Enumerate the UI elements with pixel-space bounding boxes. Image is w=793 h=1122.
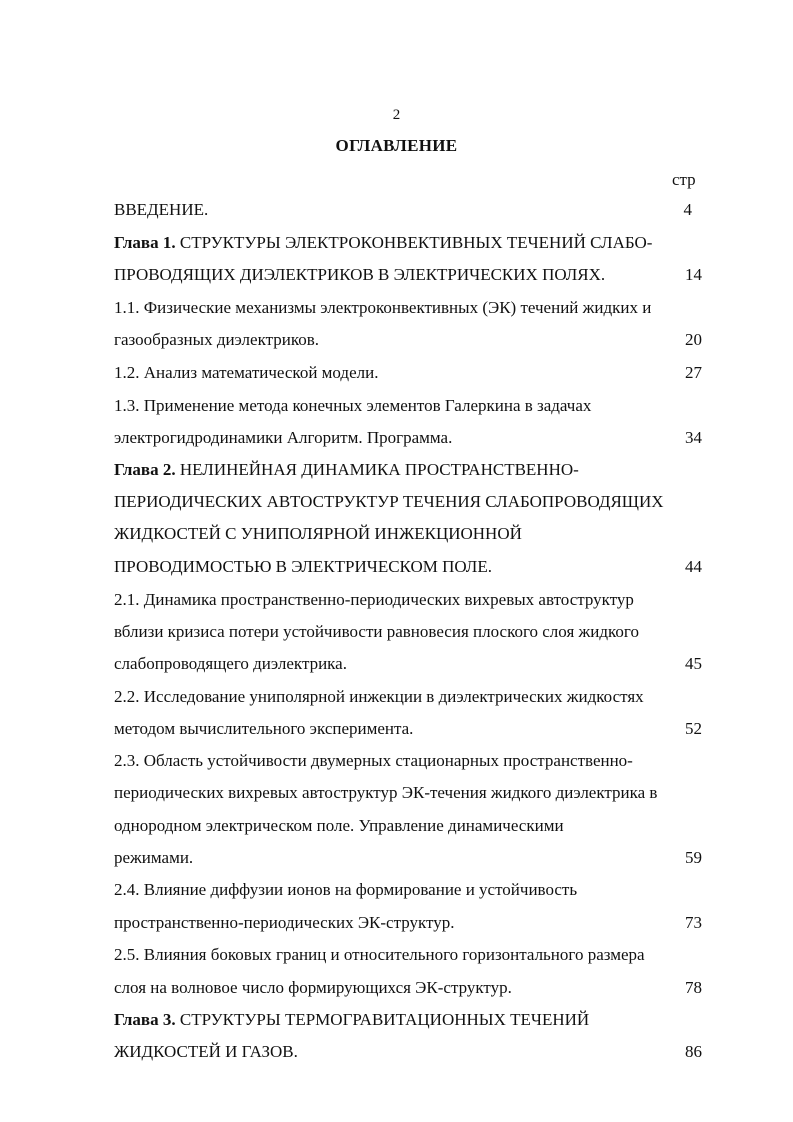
toc-entry-1-1 [114, 297, 704, 319]
toc-entry-1-3 [114, 395, 704, 417]
toc-entry-2-2-cont [114, 718, 704, 740]
entry-page: 27 [685, 363, 702, 382]
entry-text: 2.3. Область устойчивости двумерных стационарных пространственно- [114, 751, 633, 770]
entry-text: 2.5. Влияния боковых границ и относительного горизонтального размера [114, 945, 645, 964]
entry-page: 52 [685, 719, 702, 738]
toc-entry-chapter-2-cont [114, 556, 704, 578]
toc-entry-chapter-1 [114, 232, 704, 254]
toc-entry-2-3-cont [114, 847, 704, 869]
page-number: 2 [392, 107, 401, 123]
toc-entry-2-1-cont [114, 653, 704, 675]
entry-page: 44 [685, 557, 702, 576]
entry-text: режимами. [114, 848, 194, 867]
entry-text: СТРУКТУРЫ ТЕРМОГРАВИТАЦИОННЫХ ТЕЧЕНИЙ [175, 1010, 590, 1029]
toc-entry-2-3-cont [114, 782, 704, 804]
entry-text: 2.4. Влияние диффузии ионов на формирование и устойчивость [114, 880, 578, 899]
toc-entry-2-1-cont [114, 621, 704, 643]
toc-entry-chapter-2 [114, 459, 704, 481]
entry-text: слоя на волновое число формирующихся ЭК-структур. [114, 978, 512, 997]
toc-entry-2-5 [114, 944, 704, 966]
toc-entry-2-4 [114, 879, 704, 901]
entry-text: однородном электрическом поле. Управление динамическими [114, 816, 564, 835]
chapter-prefix: Глава 3. [114, 1010, 176, 1029]
entry-text: НЕЛИНЕЙНАЯ ДИНАМИКА ПРОСТРАНСТВЕННО- [175, 460, 579, 479]
toc-entry-chapter-1-cont [114, 264, 704, 286]
entry-text: ВВЕДЕНИЕ. [114, 200, 209, 219]
entry-text: периодических вихревых автоструктур ЭК-течения жидкого диэлектрика в [114, 783, 658, 802]
toc-entry-2-3-cont [114, 815, 704, 837]
entry-text: ЖИДКОСТЕЙ И ГАЗОВ. [114, 1042, 298, 1061]
entry-page: 4 [683, 200, 692, 219]
entry-page: 34 [685, 428, 702, 447]
toc-entry-1-1-cont [114, 329, 704, 351]
entry-text: СТРУКТУРЫ ЭЛЕКТРОКОНВЕКТИВНЫХ ТЕЧЕНИЙ СЛАБО- [175, 233, 653, 252]
entry-page: 14 [685, 265, 702, 284]
toc-entry-2-3 [114, 750, 704, 772]
entry-text: ПЕРИОДИЧЕСКИХ АВТОСТРУКТУР ТЕЧЕНИЯ СЛАБОПРОВОДЯЩИХ [114, 492, 664, 511]
entry-text: 2.1. Динамика пространственно-периодических вихревых автоструктур [114, 590, 634, 609]
entry-page: 78 [685, 978, 702, 997]
entry-page: 59 [685, 848, 702, 867]
page-column-label: стр [672, 170, 696, 189]
entry-page: 20 [685, 330, 702, 349]
chapter-prefix: Глава 1. [114, 233, 176, 252]
toc-entry-1-2 [114, 362, 704, 384]
entry-text: 1.1. Физические механизмы электроконвективных (ЭК) течений жидких и [114, 298, 652, 317]
entry-text: 2.2. Исследование униполярной инжекции в диэлектрических жидкостях [114, 687, 644, 706]
toc-entry-2-2 [114, 686, 704, 708]
entry-text: пространственно-периодических ЭК-структур. [114, 913, 455, 932]
entry-text: ЖИДКОСТЕЙ С УНИПОЛЯРНОЙ ИНЖЕКЦИОННОЙ [114, 524, 522, 543]
entry-page: 73 [685, 913, 702, 932]
toc-entry-2-4-cont [114, 912, 704, 934]
entry-text: электрогидродинамики Алгоритм. Программа. [114, 428, 453, 447]
toc-entry-chapter-2-cont [114, 491, 704, 513]
toc-entry-2-5-cont [114, 977, 704, 999]
entry-text: ПРОВОДИМОСТЬЮ В ЭЛЕКТРИЧЕСКОМ ПОЛЕ. [114, 557, 492, 576]
toc-entry-1-3-cont [114, 427, 704, 449]
entry-page: 86 [685, 1042, 702, 1061]
toc-entry-chapter-2-cont [114, 523, 704, 545]
entry-text: ПРОВОДЯЩИХ ДИЭЛЕКТРИКОВ В ЭЛЕКТРИЧЕСКИХ ПОЛЯХ. [114, 265, 606, 284]
entry-text: слабопроводящего диэлектрика. [114, 654, 347, 673]
chapter-prefix: Глава 2. [114, 460, 176, 479]
entry-text: 1.3. Применение метода конечных элементов Галеркина в задачах [114, 396, 592, 415]
toc-entry-introduction [114, 199, 704, 221]
entry-text: 1.2. Анализ математической модели. [114, 363, 379, 382]
entry-text: вблизи кризиса потери устойчивости равновесия плоского слоя жидкого [114, 622, 639, 641]
entry-page: 45 [685, 654, 702, 673]
toc-entry-chapter-3 [114, 1009, 704, 1031]
toc-entry-chapter-3-cont [114, 1041, 704, 1063]
entry-text: методом вычислительного эксперимента. [114, 719, 414, 738]
toc-title: ОГЛАВЛЕНИЕ [335, 136, 458, 155]
toc-entry-2-1 [114, 589, 704, 611]
entry-text: газообразных диэлектриков. [114, 330, 320, 349]
